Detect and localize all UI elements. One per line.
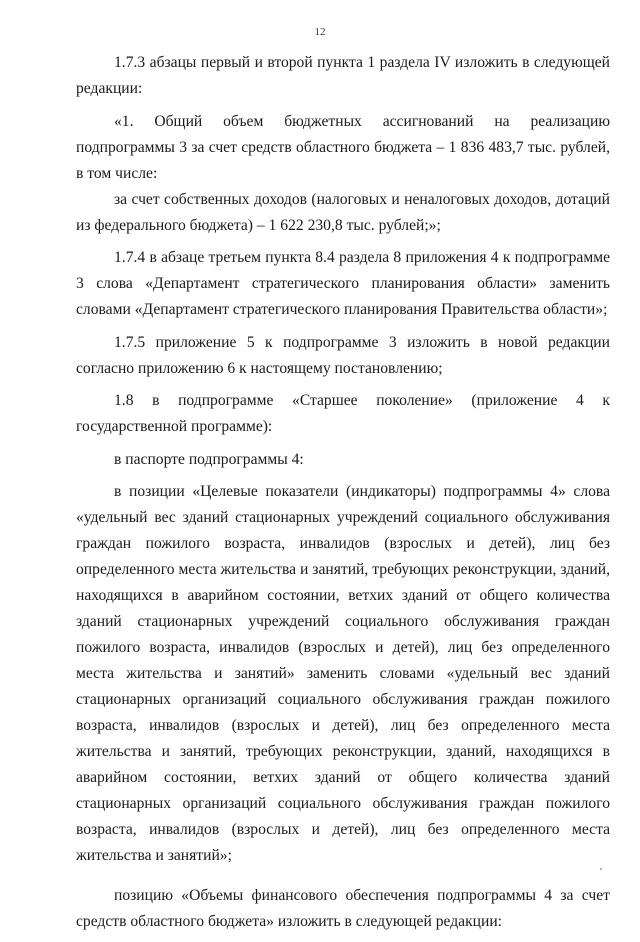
document-body xyxy=(76,50,610,942)
paragraph-1-7-3: 1.7.3 абзацы первый и второй пункта 1 раздела IV изложить в следующей редакции: xyxy=(76,54,610,97)
paragraph-passport: в паспорте подпрограммы 4: xyxy=(114,450,304,468)
paragraph-1-7-5: 1.7.5 приложение 5 к подпрограмме 3 изложить в новой редакции согласно приложению 6 к настоящему постановлению; xyxy=(76,333,610,377)
page-number: 12 xyxy=(314,26,326,38)
paragraph-target-indicators: в позиции «Целевые показатели (индикаторы) подпрограммы 4» слова «удельный вес зданий стационарных учреждений социального обслуживания граждан пожилого возраста, инвалидов (взрослых и детей), лиц без определенного места жительства и занятий, требующих реконструкции, зданий, находящихся в аварийном состоянии, ветхих зданий от общего количества зданий стационарных учреждений социального обслуживания граждан пожилого возраста, инвалидов (взрослых и детей), лиц без определенного места жительства и занятий» заменить словами «удельный вес зданий стационарных организаций социального обслуживания граждан пожилого возраста, инвалидов (взрослых и детей), лиц без определенного места жительства и занятий, требующих реконструкции, зданий, находящихся в аварийном состоянии, ветхих зданий от общего количества зданий стационарных организаций социального обслуживания граждан пожилого возраста, инвалидов (взрослых и детей), лиц без определенного места жительства и занятий»; xyxy=(76,483,610,864)
paragraph-1-7-4: 1.7.4 в абзаце третьем пункта 8.4 раздела 8 приложения 4 к подпрограмме 3 слова «Департамент стратегического планирования области» заменить словами «Департамент стратегического планирования Правительства области»; xyxy=(76,249,610,318)
paragraph-quote-own-revenue: за счет собственных доходов (налоговых и неналоговых доходов, дотаций из федерального бюджета) – 1 622 230,8 тыс. рублей;»; xyxy=(76,190,610,234)
scan-artifact-dot xyxy=(600,868,602,870)
paragraph-funding-volume: позицию «Объемы финансового обеспечения подпрограммы 4 за счет средств областного бюджета» изложить в следующей редакции: xyxy=(76,887,610,930)
paragraph-quote-total-volume: «1. Общий объем бюджетных ассигнований на реализацию подпрограммы 3 за счет средств областного бюджета – 1 836 483,7 тыс. рублей, в том числе: xyxy=(76,112,610,182)
paragraph-1-8: 1.8 в подпрограмме «Старшее поколение» (приложение 4 к государственной программе): xyxy=(76,392,610,435)
